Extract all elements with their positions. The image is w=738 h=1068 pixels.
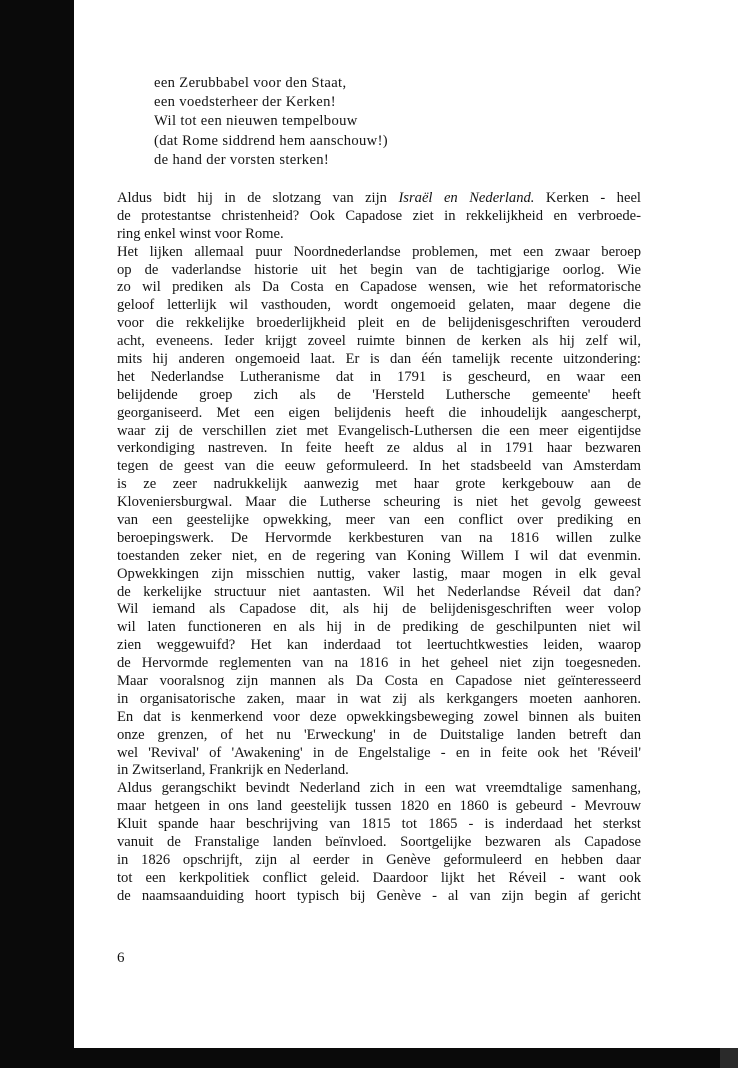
text-line: Opwekkingen zijn misschien nuttig, vaker lastig, maar mogen in elk geval xyxy=(117,565,641,582)
text-line: de protestantse christenheid? Ook Capadose ziet in rekkelijkheid en verbroede- xyxy=(117,207,641,224)
text-line: in Zwitserland, Frankrijk en Nederland. xyxy=(117,762,349,779)
text-line: in organisatorische zaken, maar in wat zij als kerkgangers moeten aanhoren. xyxy=(117,690,641,707)
page-number: 6 xyxy=(117,950,125,966)
text-line: beroepingswerk. De Hervormde kerkbesturen van na 1816 willen zulke xyxy=(117,529,641,546)
text-line: georganiseerd. Met een eigen belijdenis heeft die inhoudelijk aangescherpt, xyxy=(117,404,641,421)
text-line: maar hetgeen in ons land geestelijk tussen 1820 en 1860 is gebeurd - Mevrouw xyxy=(117,798,641,815)
text-line: Aldus bidt hij in de slotzang van zijn Israël en Nederland. Kerken - heel xyxy=(117,189,641,206)
text-line: van een geestelijke opwekking, meer van een conflict over prediking en xyxy=(117,511,641,528)
text-line: mits hij anderen ongemoeid laat. Er is dan één tamelijk recente uitzondering: xyxy=(117,350,641,367)
text-line: Het lijken allemaal puur Noordnederlandse problemen, met een zwaar beroep xyxy=(117,243,641,260)
text-line: zien weggewuifd? Het kan inderdaad tot leertuchtkwesties leiden, waarop xyxy=(117,637,641,654)
text-line: in 1826 opschrijft, zijn al eerder in Genève geformuleerd en hebben daar xyxy=(117,851,641,868)
scan-corner-shadow xyxy=(720,1048,738,1068)
text-line: Aldus gerangschikt bevindt Nederland zich in een wat vreemdtalige samenhang, xyxy=(117,780,641,797)
poem-line: (dat Rome siddrend hem aanschouw!) xyxy=(154,132,388,149)
text-line: Kloveniersburgwal. Maar die Lutherse scheuring is niet het gevolg geweest xyxy=(117,494,641,511)
body-text xyxy=(117,190,641,906)
paragraph-3 xyxy=(117,780,641,905)
text-line: wil laten functioneren en als hij in de prediking de geschilpunten niet wil xyxy=(117,619,641,636)
text-line: belijdende groep zich als de 'Hersteld Luthersche gemeente' heeft xyxy=(117,386,641,403)
text-line: toestanden zeker niet, en de regering van Koning Willem I wil dat evenmin. xyxy=(117,547,641,564)
text-line: op de vaderlandse historie uit het begin van de tachtigjarige oorlog. Wie xyxy=(117,261,641,278)
text-line: voor die rekkelijke broederlijkheid pleit en de belijdenisgeschriften verouderd xyxy=(117,315,641,332)
text-line: waar zij de verschillen ziet met Evangelisch-Luthersen die een meer eigentijdse xyxy=(117,422,641,439)
poem-line: de hand der vorsten sterken! xyxy=(154,151,330,168)
text-line: Wil iemand als Capadose dit, als hij de belijdenisgeschriften weer volop xyxy=(117,601,641,618)
poem-stanza xyxy=(154,74,641,170)
text-line: wel 'Revival' of 'Awakening' in de Engelstalige - en in feite ook het 'Réveil' xyxy=(117,744,641,761)
text-line: de Hervormde reglementen van na 1816 in het geheel niet zijn toegesneden. xyxy=(117,655,641,672)
paragraph-2 xyxy=(117,244,641,781)
page-text-block xyxy=(117,74,641,906)
text-line: geloof letterlijk wil vasthouden, wordt ongemoeid gelaten, maar degene die xyxy=(117,297,641,314)
work-title: Israël en Nederland. xyxy=(398,189,535,206)
text-line: tegen de geest van die eeuw geformuleerd. In het stadsbeeld van Amsterdam xyxy=(117,458,641,475)
text-line: is ze zeer nadrukkelijk aanwezig met haar grote kerkgebouw aan de xyxy=(117,476,641,493)
poem-line: een voedsterheer der Kerken! xyxy=(154,94,336,111)
text-line: Kluit spande haar beschrijving van 1815 tot 1865 - is inderdaad het sterkst xyxy=(117,816,641,833)
text-line: de kerkelijke structuur niet aantasten. Wil het Nederlandse Réveil dat dan? xyxy=(117,583,641,600)
text-line: de naamsaanduiding hoort typisch bij Genève - al van zijn begin af gericht xyxy=(117,887,641,904)
poem-line: een Zerubbabel voor den Staat, xyxy=(154,75,347,91)
text-line: verkondiging nastreven. In feite heeft ze aldus al in 1791 haar bezwaren xyxy=(117,440,641,457)
text-line: acht, eveneens. Ieder krijgt zoveel ruimte binnen de kerken als hij zelf wil, xyxy=(117,333,641,350)
scan-left-border xyxy=(0,0,74,1068)
text-line: ring enkel winst voor Rome. xyxy=(117,225,284,242)
text-line: onze grenzen, of het nu 'Erweckung' in de Duitstalige landen betreft dan xyxy=(117,726,641,743)
text-line: zo wil prediken als Da Costa en Capadose wensen, wie het reformatorische xyxy=(117,279,641,296)
poem-line: Wil tot een nieuwen tempelbouw xyxy=(154,113,358,130)
text-line: En dat is kenmerkend voor deze opwekkingsbeweging zowel binnen als buiten xyxy=(117,708,641,725)
text-line: tot een kerkpolitiek conflict geleid. Daardoor lijkt het Réveil - want ook xyxy=(117,869,641,886)
paragraph-1 xyxy=(117,190,641,244)
scan-bottom-border xyxy=(0,1048,738,1068)
text-line: vanuit de Franstalige landen beïnvloed. Soortgelijke bezwaren als Capadose xyxy=(117,834,641,850)
text-line: het Nederlandse Lutheranisme dat in 1791 is gescheurd, en waar een xyxy=(117,368,641,385)
text-line: Maar vooralsnog zijn mannen als Da Costa en Capadose niet geïnteresseerd xyxy=(117,672,641,689)
